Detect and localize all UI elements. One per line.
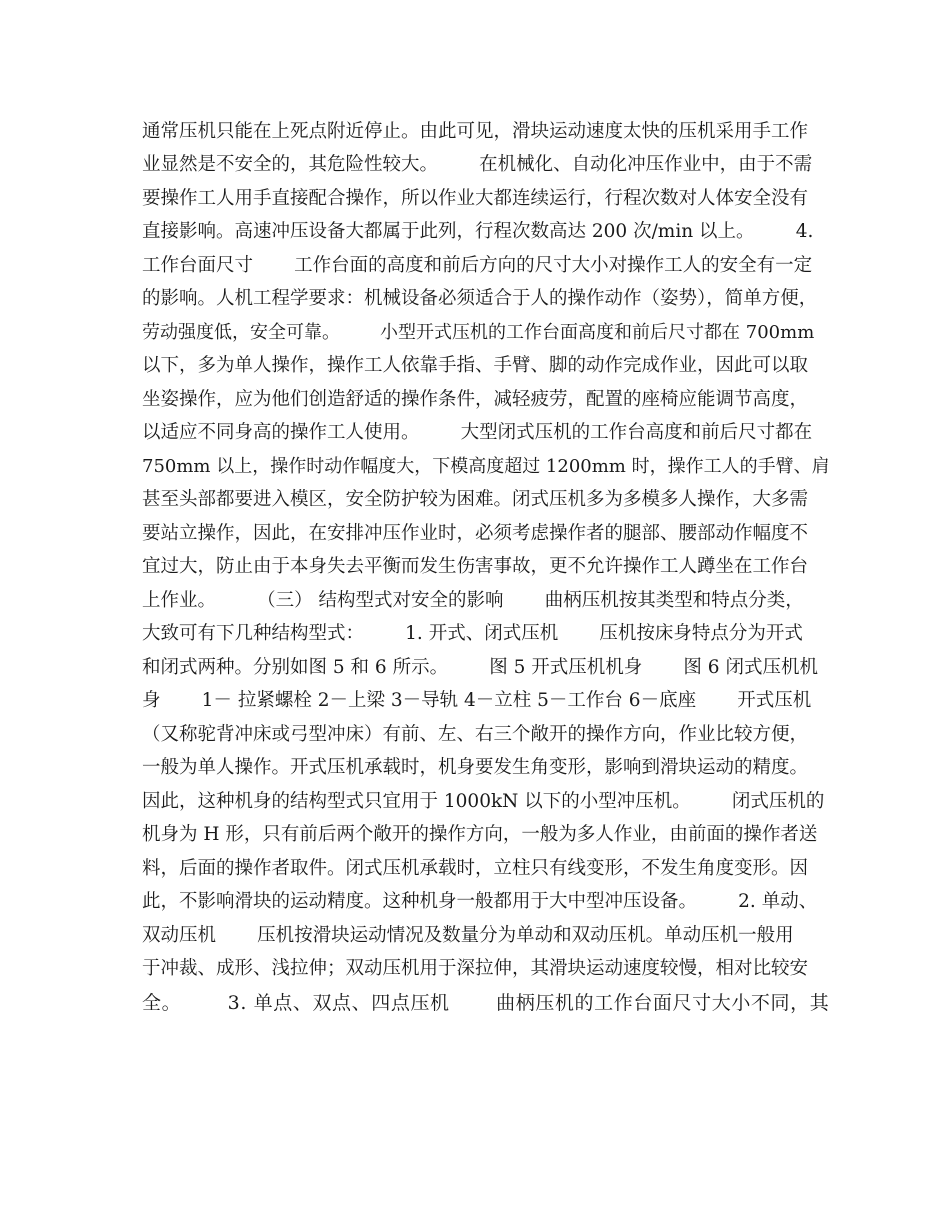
body-text-line: 直接影响。高速冲压设备大都属于此列，行程次数高达 200 次/min 以上。 4. xyxy=(142,221,814,242)
body-text-line: 坐姿操作，应为他们创造舒适的操作条件，减轻疲劳，配置的座椅应能调节高度， xyxy=(142,389,809,410)
body-text-line: （又称驼背冲床或弓型冲床）有前、左、右三个敞开的操作方向，作业比较方便， xyxy=(142,724,809,745)
body-text-line: 750mm 以上，操作时动作幅度大，下模高度超过 1200mm 时，操作工人的手臂、肩 xyxy=(142,456,830,477)
body-text-line: 身 1－ 拉紧螺栓 2－上梁 3－导轨 4－立柱 5－工作台 6－底座 开式压机 xyxy=(142,690,812,711)
body-text-line: 双动压机 压机按滑块运动情况及数量分为单动和双动压机。单动压机一般用 xyxy=(142,925,794,946)
body-text-line: 上作业。 （三） 结构型式对安全的影响 曲柄压机按其类型和特点分类， xyxy=(142,590,804,611)
body-text-line: 于冲裁、成形、浅拉伸；双动压机用于深拉伸，其滑块运动速度较慢，相对比较安 xyxy=(142,958,809,979)
body-text-line: 要站立操作，因此，在安排冲压作业时，必须考虑操作者的腿部、腰部动作幅度不 xyxy=(142,523,809,544)
body-text-line: 的影响。人机工程学要求：机械设备必须适合于人的操作动作（姿势），简单方便， xyxy=(142,288,818,309)
body-text-line: 以下，多为单人操作，操作工人依靠手指、手臂、脚的动作完成作业，因此可以取 xyxy=(142,355,809,376)
body-text-line: 机身为 H 形，只有前后两个敞开的操作方向，一般为多人作业，由前面的操作者送 xyxy=(142,824,818,845)
body-text-line: 工作台面尺寸 工作台面的高度和前后方向的尺寸大小对操作工人的安全有一定 xyxy=(142,255,813,276)
body-text-line: 甚至头部都要进入模区，安全防护较为困难。闭式压机多为多模多人操作，大多需 xyxy=(142,489,809,510)
body-text-line: 料，后面的操作者取件。闭式压机承载时，立柱只有线变形，不发生角度变形。因 xyxy=(142,858,809,879)
body-text-line: 大致可有下几种结构型式： 1. 开式、闭式压机 压机按床身特点分为开式 xyxy=(142,623,803,644)
body-text-line: 以适应不同身高的操作工人使用。 大型闭式压机的工作台高度和前后尺寸都在 xyxy=(142,422,813,443)
body-text-line: 劳动强度低，安全可靠。 小型开式压机的工作台面高度和前后尺寸都在 700mm xyxy=(142,322,815,343)
body-text-line: 因此，这种机身的结构型式只宜用于 1000kN 以下的小型冲压机。 闭式压机的 xyxy=(142,791,825,812)
body-text-line: 宜过大，防止由于本身失去平衡而发生伤害事故，更不允许操作工人蹲坐在工作台 xyxy=(142,556,809,577)
body-text-line: 业显然是不安全的，其危险性较大。 在机械化、自动化冲压作业中，由于不需 xyxy=(142,154,813,175)
body-text-line: 和闭式两种。分别如图 5 和 6 所示。 图 5 开式压机机身 图 6 闭式压机机 xyxy=(142,657,818,678)
body-text-line: 全。 3. 单点、双点、四点压机 曲柄压机的工作台面尺寸大小不同，其 xyxy=(142,992,830,1014)
body-text-line: 此，不影响滑块的运动精度。这种机身一般都用于大中型冲压设备。 2. 单动、 xyxy=(142,891,818,912)
body-text-line: 通常压机只能在上死点附近停止。由此可见，滑块运动速度太快的压机采用手工作 xyxy=(142,121,809,142)
body-text-line: 要操作工人用手直接配合操作，所以作业大都连续运行，行程次数对人体安全没有 xyxy=(142,188,809,209)
body-text-line: 一般为单人操作。开式压机承载时，机身要发生角变形，影响到滑块运动的精度。 xyxy=(142,757,809,778)
